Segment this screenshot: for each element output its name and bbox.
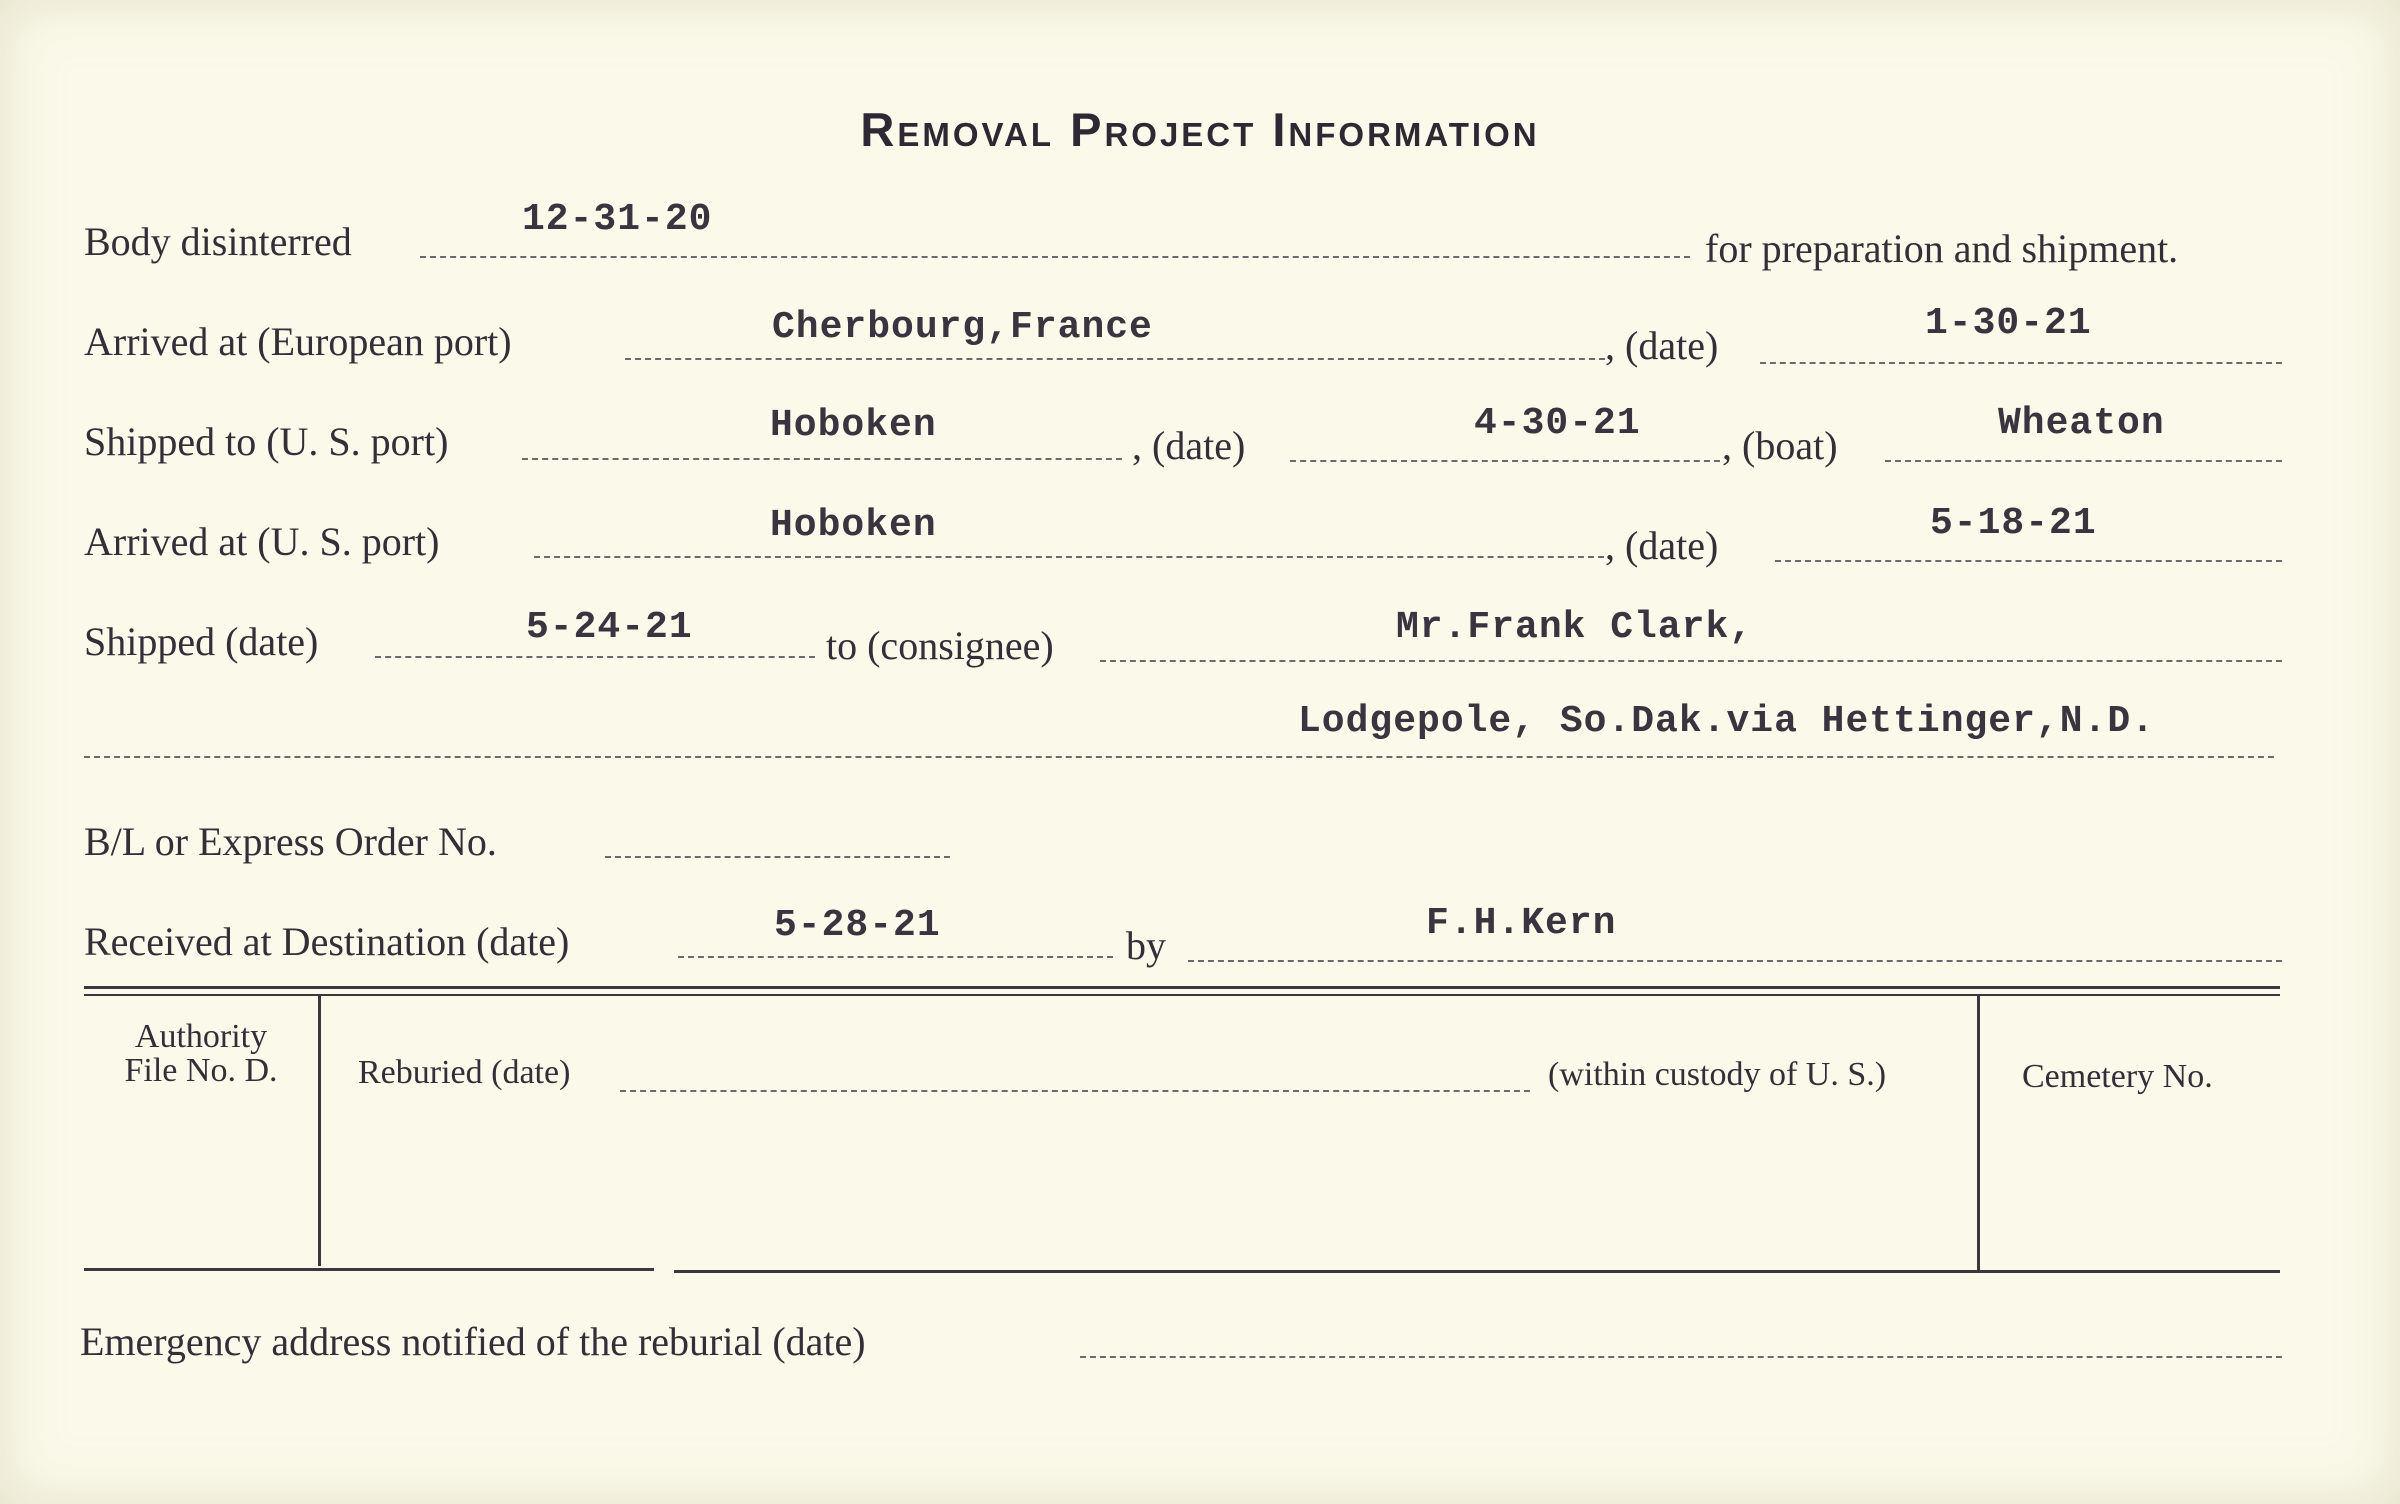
table-divider-left [318, 996, 321, 1266]
table-bottom-rule-left [84, 1268, 654, 1271]
received-by-value: F.H.Kern [1426, 902, 1617, 945]
authority-label-line1: Authority [134, 1018, 268, 1055]
reburied-line [620, 1090, 1530, 1092]
received-label: Received at Destination (date) [84, 919, 570, 964]
us-port-arrived-date-value: 5-18-21 [1930, 502, 2097, 545]
authority-label [84, 1020, 318, 1088]
consignee-line [1100, 660, 2282, 662]
european-port-date-line [1760, 362, 2282, 364]
us-port-shipped-date-line [1290, 460, 1720, 462]
authority-label-line2: File No. D. [124, 1052, 278, 1089]
boat-value: Wheaton [1998, 402, 2165, 445]
european-port-value: Cherbourg,France [772, 306, 1153, 349]
consignee-address-value: Lodgepole, So.Dak.via Hettinger,N.D. [1298, 700, 2155, 743]
european-port-line [625, 358, 1605, 360]
us-port-shipped-line [522, 458, 1122, 460]
consignee-value: Mr.Frank Clark, [1396, 606, 1754, 649]
us-port-arrived-date-line [1775, 560, 2282, 562]
emergency-label: Emergency address notified of the reburial (date) [80, 1319, 866, 1364]
table-top-rule [84, 986, 2280, 989]
shipped-date-value: 5-24-21 [526, 606, 693, 649]
body-disinterred-line [420, 256, 1690, 258]
us-port-arrived-date-label: , (date) [1605, 523, 1719, 568]
bl-order-line [605, 856, 950, 858]
body-disinterred-suffix: for preparation and shipment. [1705, 226, 2179, 271]
body-disinterred-value: 12-31-20 [522, 198, 713, 241]
received-by-line [1188, 960, 2282, 962]
us-port-arrived-line [534, 556, 1604, 558]
body-disinterred-label: Body disinterred [84, 219, 352, 264]
us-port-arrived-value: Hoboken [770, 504, 937, 547]
european-port-date-label: , (date) [1605, 323, 1719, 368]
table-bottom-rule-right [674, 1270, 2280, 1273]
custody-label: (within custody of U. S.) [1548, 1056, 1887, 1093]
shipped-date-line [375, 656, 815, 658]
us-port-arrived-label: Arrived at (U. S. port) [84, 519, 440, 564]
european-port-date-value: 1-30-21 [1925, 302, 2092, 345]
table-top-rule-double [84, 994, 2280, 996]
european-port-label: Arrived at (European port) [84, 319, 512, 364]
received-date-value: 5-28-21 [774, 904, 941, 947]
emergency-line [1080, 1356, 2282, 1358]
consignee-label: to (consignee) [826, 623, 1054, 668]
us-port-shipped-value: Hoboken [770, 404, 937, 447]
us-port-shipped-date-label: , (date) [1132, 423, 1246, 468]
boat-label: , (boat) [1722, 423, 1838, 468]
cemetery-label: Cemetery No. [2022, 1058, 2213, 1095]
address-line [84, 756, 2274, 758]
us-port-shipped-date-value: 4-30-21 [1474, 402, 1641, 445]
received-by-label: by [1126, 923, 1166, 968]
table-divider-right [1977, 996, 1980, 1272]
shipped-date-label: Shipped (date) [84, 619, 319, 664]
received-date-line [678, 956, 1113, 958]
us-port-shipped-label: Shipped to (U. S. port) [84, 419, 449, 464]
form-title: Removal Project Information [860, 103, 1540, 156]
boat-line [1885, 460, 2282, 462]
reburied-label: Reburied (date) [358, 1054, 571, 1091]
bl-order-label: B/L or Express Order No. [84, 819, 497, 864]
